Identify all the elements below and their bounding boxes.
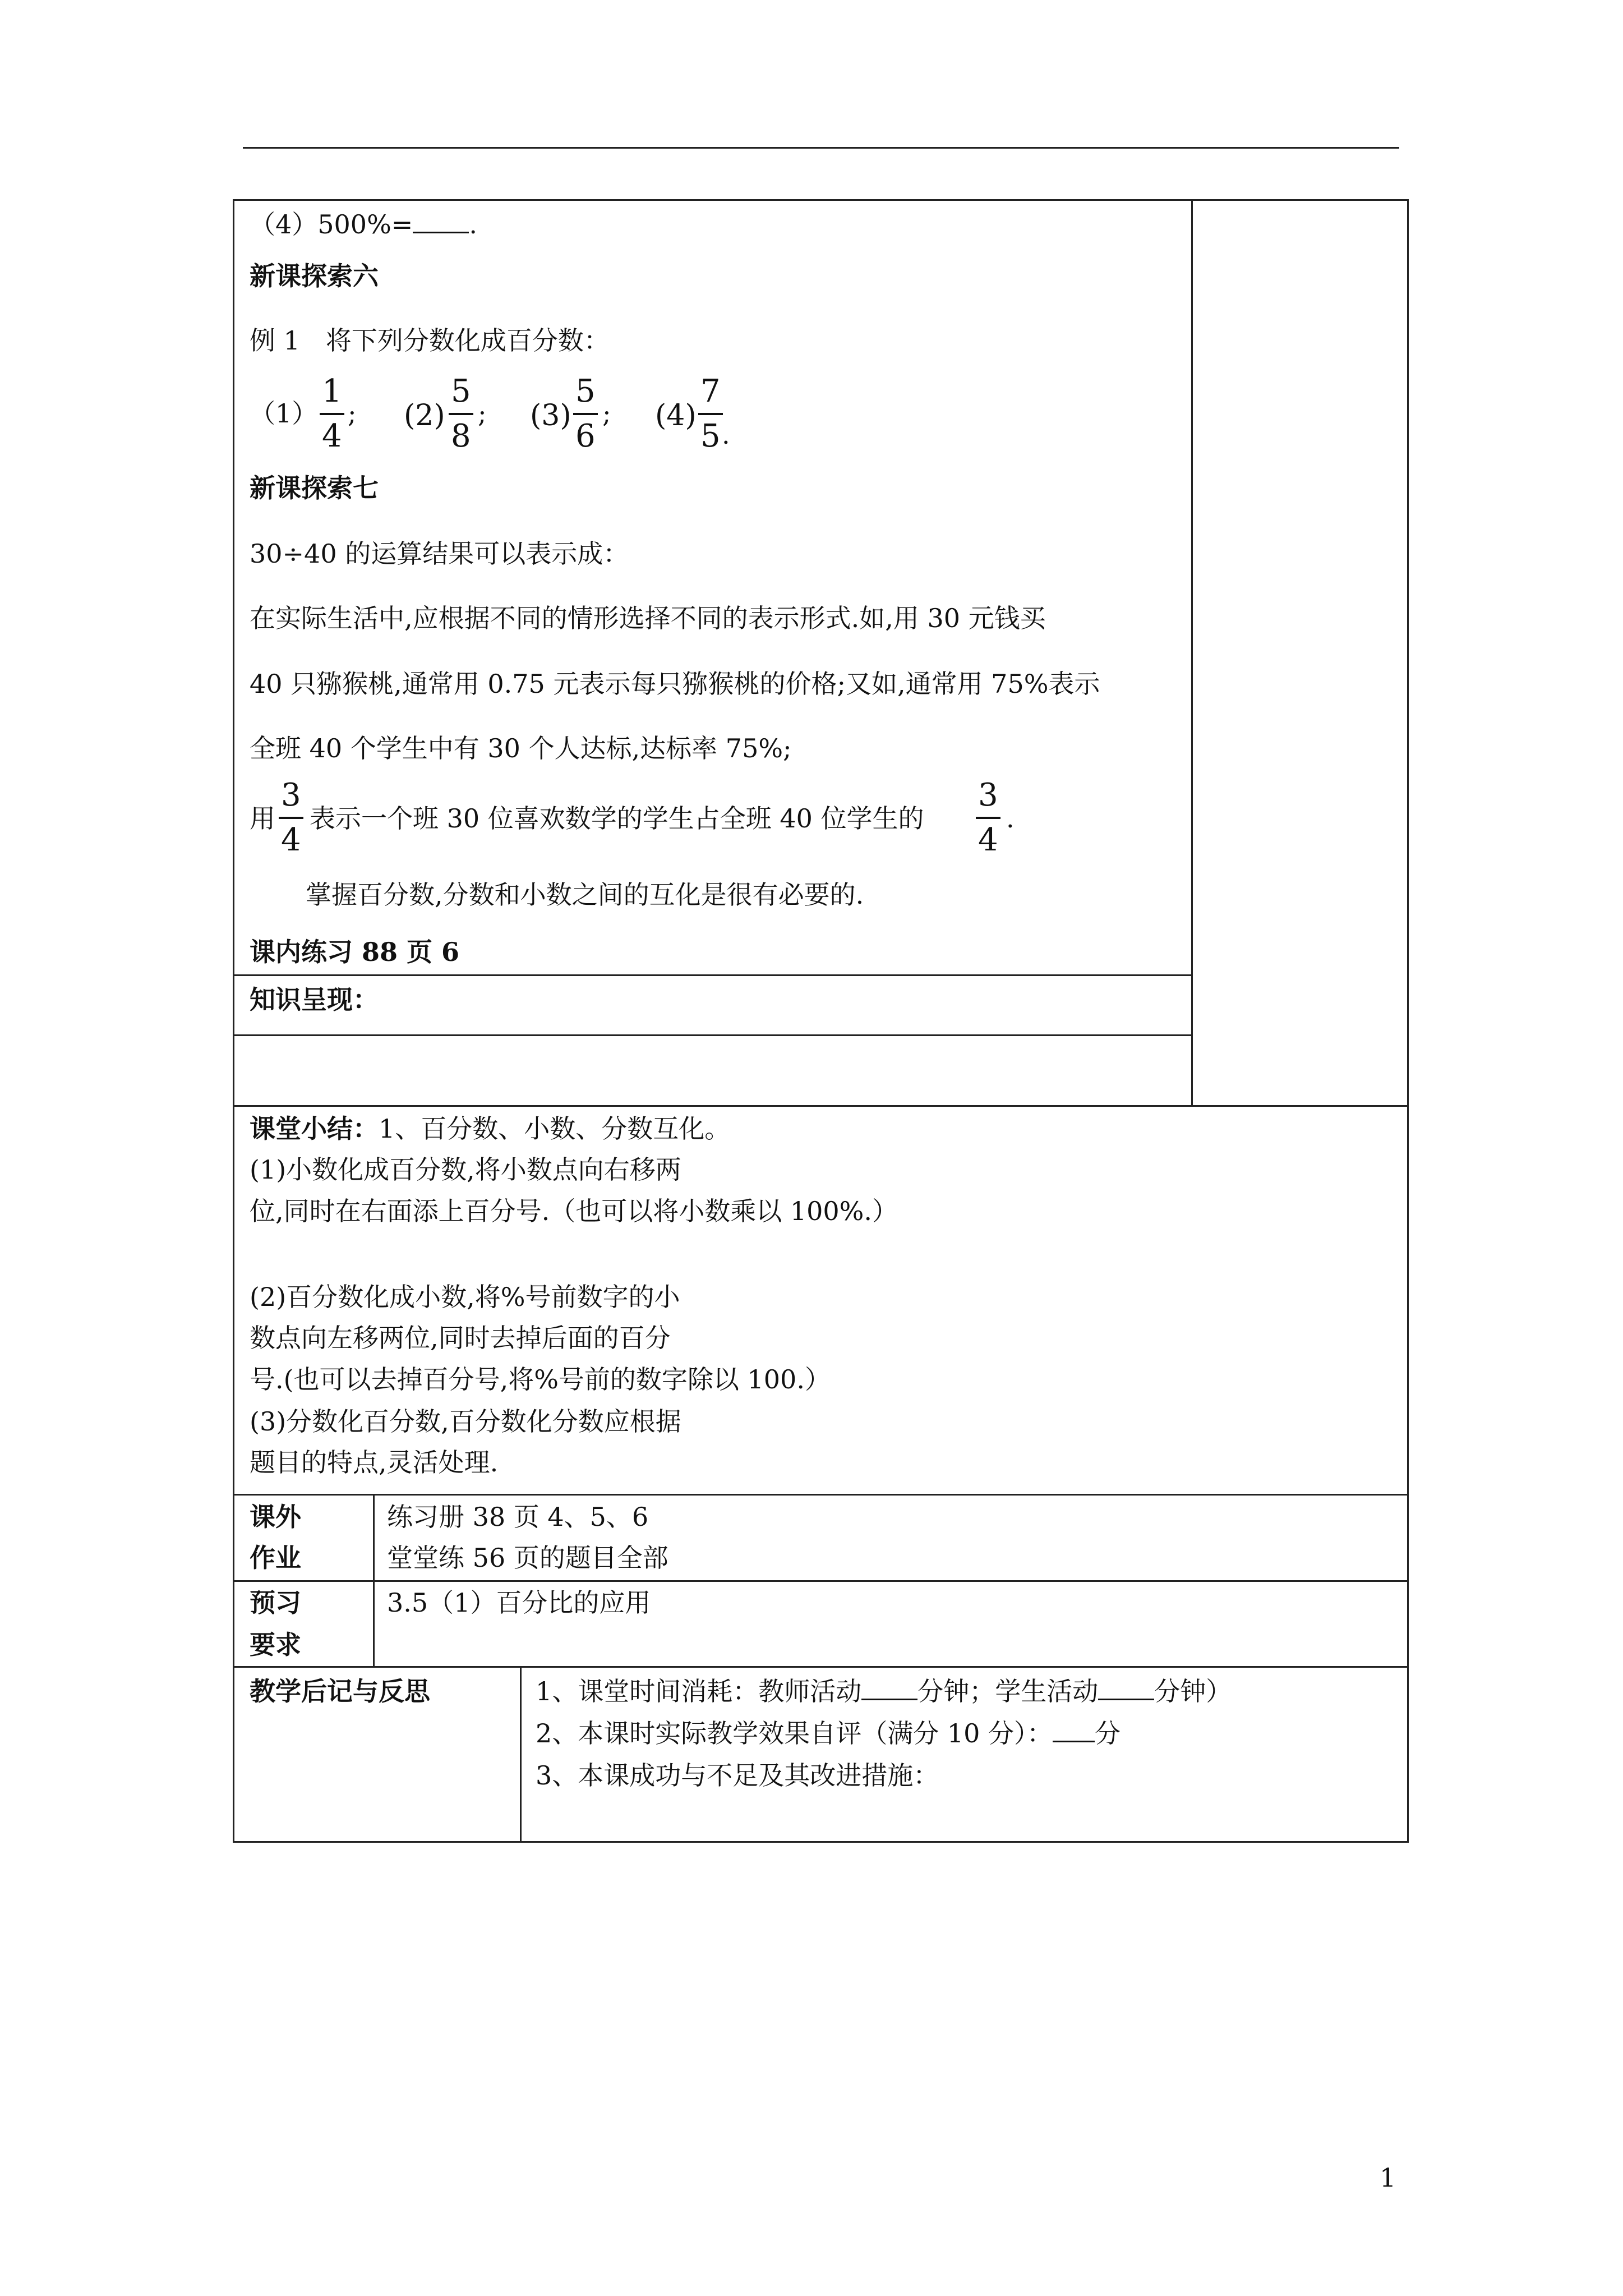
question-4: （4）500%= . bbox=[250, 209, 477, 240]
heading-explore-6: 新课探索六 bbox=[250, 261, 379, 291]
paragraph-line-2: 40 只猕猴桃,通常用 0.75 元表示每只猕猴桃的价格;又如,通常用 75%表示 bbox=[250, 669, 1100, 699]
row-line-knowledge-bottom bbox=[233, 1034, 1193, 1036]
fraction-label-3: (3) bbox=[530, 399, 571, 432]
row-line-reflection-top bbox=[233, 1666, 1409, 1668]
practice-line: 课内练习 88 页 6 bbox=[250, 937, 460, 967]
preview-label-2: 要求 bbox=[250, 1630, 301, 1660]
heading-explore-7: 新课探索七 bbox=[250, 473, 379, 503]
paragraph-line-5: 掌握百分数,分数和小数之间的互化是很有必要的. bbox=[306, 880, 864, 910]
summary-line-1: (1)小数化成百分数,将小数点向右移两 bbox=[250, 1154, 681, 1185]
paragraph-line-4-middle: 表示一个班 30 位喜欢数学的学生占全班 40 位学生的 bbox=[310, 803, 924, 834]
row-line-knowledge-top bbox=[233, 974, 1193, 976]
reflection-line-1: 1、课堂时间消耗：教师活动 分钟；学生活动 分钟） bbox=[536, 1676, 1232, 1706]
row-line-preview-top bbox=[233, 1580, 1409, 1582]
fraction-three-quarters-2: $\frac{3}{4}$ bbox=[976, 780, 1000, 856]
homework-label-1: 课外 bbox=[250, 1502, 301, 1532]
fraction-tail-4: . bbox=[722, 420, 730, 450]
summary-line-5: 数点向左移两位,同时去掉后面的百分 bbox=[250, 1323, 671, 1353]
fraction-label-4: (4) bbox=[655, 399, 697, 432]
fraction-three-quarters-1: $\frac{3}{4}$ bbox=[279, 780, 303, 856]
summary-line-8: 题目的特点,灵活处理. bbox=[250, 1447, 499, 1478]
page-number: 1 bbox=[1380, 2162, 1396, 2193]
paragraph-line-4-start: 用 bbox=[250, 803, 275, 834]
row-line-homework-top bbox=[233, 1494, 1409, 1496]
division-line: 30÷40 的运算结果可以表示成： bbox=[250, 539, 629, 569]
summary-title-tail: 1、百分数、小数、分数互化。 bbox=[379, 1114, 731, 1144]
reflection-label-divider bbox=[520, 1666, 522, 1843]
fraction-label-2: (2) bbox=[404, 399, 445, 432]
summary-line-6: 号.(也可以去掉百分号,将%号前的数字除以 100.） bbox=[250, 1364, 831, 1395]
fraction-tail-2: ; bbox=[478, 398, 487, 429]
reflection-line-3: 3、本课成功与不足及其改进措施： bbox=[536, 1760, 939, 1791]
reflection-line-2: 2、本课时实际教学效果自评（满分 10 分）： 分 bbox=[536, 1718, 1121, 1749]
fraction-3: $\frac{5}{6}$ bbox=[573, 376, 598, 452]
right-column-divider bbox=[1191, 199, 1193, 1106]
knowledge-label: 知识呈现： bbox=[250, 984, 379, 1015]
homework-label-2: 作业 bbox=[250, 1543, 301, 1573]
header-rule bbox=[243, 147, 1399, 149]
homework-line-1: 练习册 38 页 4、5、6 bbox=[387, 1502, 649, 1532]
summary-title-line bbox=[250, 1114, 730, 1144]
homework-label-divider bbox=[373, 1494, 375, 1667]
summary-line-4: (2)百分数化成小数,将%号前数字的小 bbox=[250, 1282, 680, 1312]
summary-title: 课堂小结： bbox=[250, 1114, 379, 1144]
fraction-4: $\frac{7}{5}$ bbox=[698, 376, 723, 452]
paragraph-line-3: 全班 40 个学生中有 30 个人达标,达标率 75%; bbox=[250, 733, 792, 763]
fraction-label-1: （1） bbox=[250, 398, 318, 429]
homework-line-2: 堂堂练 56 页的题目全部 bbox=[387, 1543, 668, 1573]
fraction-2: $\frac{5}{8}$ bbox=[449, 376, 473, 452]
summary-line-2: 位,同时在右面添上百分号.（也可以将小数乘以 100%.） bbox=[250, 1196, 898, 1226]
preview-label-1: 预习 bbox=[250, 1588, 301, 1618]
fraction-tail-1: ; bbox=[348, 398, 357, 429]
paragraph-line-4-end: . bbox=[1006, 803, 1015, 834]
preview-text: 3.5（1）百分比的应用 bbox=[387, 1588, 651, 1618]
summary-line-7: (3)分数化百分数,百分数化分数应根据 bbox=[250, 1406, 681, 1437]
row-line-summary-top bbox=[233, 1105, 1409, 1107]
example-1: 例 1 将下列分数化成百分数： bbox=[250, 325, 610, 356]
fraction-1: $\frac{1}{4}$ bbox=[320, 376, 344, 452]
paragraph-line-1: 在实际生活中,应根据不同的情形选择不同的表示形式.如,用 30 元钱买 bbox=[250, 603, 1046, 633]
reflection-label: 教学后记与反思 bbox=[250, 1676, 430, 1706]
fraction-tail-3: ; bbox=[602, 398, 611, 429]
